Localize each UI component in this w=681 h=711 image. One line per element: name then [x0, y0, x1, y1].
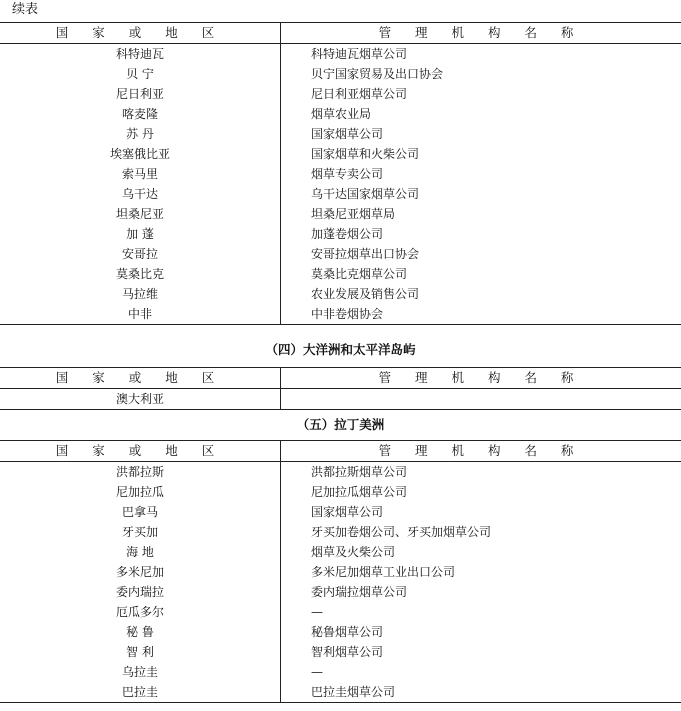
table-header-row — [0, 441, 681, 462]
table-row — [0, 462, 681, 483]
country-cell: 委内瑞拉 — [0, 582, 281, 602]
header-agency: 管 理 机 构 名 称 — [281, 368, 681, 389]
table-row — [0, 389, 681, 410]
table-row — [0, 124, 681, 144]
country-cell: 厄瓜多尔 — [0, 602, 281, 622]
table-row — [0, 184, 681, 204]
agency-cell: 安哥拉烟草出口协会 — [311, 247, 420, 261]
table-header-row — [0, 368, 681, 389]
country-cell: 智 利 — [0, 642, 281, 662]
agency-cell: 秘鲁烟草公司 — [311, 625, 384, 639]
country-cell: 坦桑尼亚 — [0, 204, 281, 224]
country-cell: 澳大利亚 — [0, 389, 281, 410]
table-row — [0, 522, 681, 542]
africa-table — [0, 22, 681, 325]
table-row — [0, 482, 681, 502]
agency-cell: 烟草及火柴公司 — [311, 545, 396, 559]
agency-cell: — — [311, 665, 323, 679]
table-row — [0, 562, 681, 582]
agency-cell: 多米尼加烟草工业出口公司 — [311, 565, 456, 579]
agency-cell: 委内瑞拉烟草公司 — [311, 585, 408, 599]
agency-cell: 智利烟草公司 — [311, 645, 384, 659]
country-cell: 贝 宁 — [0, 64, 281, 84]
agency-cell: 烟草专卖公司 — [311, 167, 384, 181]
header-country: 国 家 或 地 区 — [0, 441, 281, 462]
table-row — [0, 84, 681, 104]
oceania-table — [0, 367, 681, 410]
country-cell: 安哥拉 — [0, 244, 281, 264]
header-agency: 管 理 机 构 名 称 — [281, 441, 681, 462]
agency-cell: 莫桑比克烟草公司 — [311, 267, 408, 281]
agency-cell: — — [311, 605, 323, 619]
latin-america-table — [0, 440, 681, 703]
agency-cell — [281, 389, 681, 410]
table-header-row — [0, 23, 681, 44]
header-country: 国 家 或 地 区 — [0, 368, 281, 389]
agency-cell: 牙买加卷烟公司、牙买加烟草公司 — [311, 525, 492, 539]
country-cell: 巴拉圭 — [0, 682, 281, 703]
agency-cell: 国家烟草公司 — [311, 127, 384, 141]
table-row — [0, 104, 681, 124]
agency-cell: 乌干达国家烟草公司 — [311, 187, 420, 201]
table-row — [0, 204, 681, 224]
agency-cell: 农业发展及销售公司 — [311, 287, 420, 301]
country-cell: 秘 鲁 — [0, 622, 281, 642]
table-row — [0, 682, 681, 703]
continued-label: 续表 — [12, 2, 39, 17]
table-row — [0, 542, 681, 562]
agency-cell: 科特迪瓦烟草公司 — [311, 47, 408, 61]
country-cell: 埃塞俄比亚 — [0, 144, 281, 164]
country-cell: 莫桑比克 — [0, 264, 281, 284]
country-cell: 牙买加 — [0, 522, 281, 542]
country-cell: 中非 — [0, 304, 281, 325]
table-row — [0, 264, 681, 284]
agency-cell: 巴拉圭烟草公司 — [281, 682, 681, 703]
country-cell: 马拉维 — [0, 284, 281, 304]
table-row — [0, 602, 681, 622]
country-cell: 尼日利亚 — [0, 84, 281, 104]
agency-cell: 坦桑尼亚烟草局 — [311, 207, 396, 221]
table-row — [0, 284, 681, 304]
table-row — [0, 642, 681, 662]
table-row — [0, 144, 681, 164]
agency-cell: 烟草农业局 — [311, 107, 372, 121]
header-agency: 管 理 机 构 名 称 — [281, 23, 681, 44]
section-title-oceania: （四）大洋洲和太平洋岛屿 — [265, 342, 416, 357]
table-row — [0, 622, 681, 642]
country-cell: 巴拿马 — [0, 502, 281, 522]
country-cell: 海 地 — [0, 542, 281, 562]
agency-cell: 国家烟草和火柴公司 — [311, 147, 420, 161]
country-cell: 尼加拉瓜 — [0, 482, 281, 502]
agency-cell: 加蓬卷烟公司 — [311, 227, 384, 241]
country-cell: 喀麦隆 — [0, 104, 281, 124]
table-row — [0, 224, 681, 244]
table-row — [0, 164, 681, 184]
country-cell: 苏 丹 — [0, 124, 281, 144]
country-cell: 乌拉圭 — [0, 662, 281, 682]
table-row — [0, 304, 681, 325]
table-row — [0, 662, 681, 682]
agency-cell: 尼加拉瓜烟草公司 — [311, 485, 408, 499]
section-title-latin-america: （五）拉丁美洲 — [296, 417, 385, 432]
table-row — [0, 64, 681, 84]
agency-cell: 中非卷烟协会 — [281, 304, 681, 325]
country-cell: 洪都拉斯 — [0, 462, 281, 483]
agency-cell: 洪都拉斯烟草公司 — [311, 465, 408, 479]
agency-cell: 国家烟草公司 — [311, 505, 384, 519]
country-cell: 乌干达 — [0, 184, 281, 204]
country-cell: 加 蓬 — [0, 224, 281, 244]
table-row — [0, 502, 681, 522]
agency-cell: 贝宁国家贸易及出口协会 — [311, 67, 444, 81]
agency-cell: 尼日利亚烟草公司 — [311, 87, 408, 101]
table-row — [0, 582, 681, 602]
country-cell: 多米尼加 — [0, 562, 281, 582]
country-cell: 索马里 — [0, 164, 281, 184]
header-country: 国 家 或 地 区 — [0, 23, 281, 44]
table-row — [0, 44, 681, 65]
table-row — [0, 244, 681, 264]
country-cell: 科特迪瓦 — [0, 44, 281, 65]
